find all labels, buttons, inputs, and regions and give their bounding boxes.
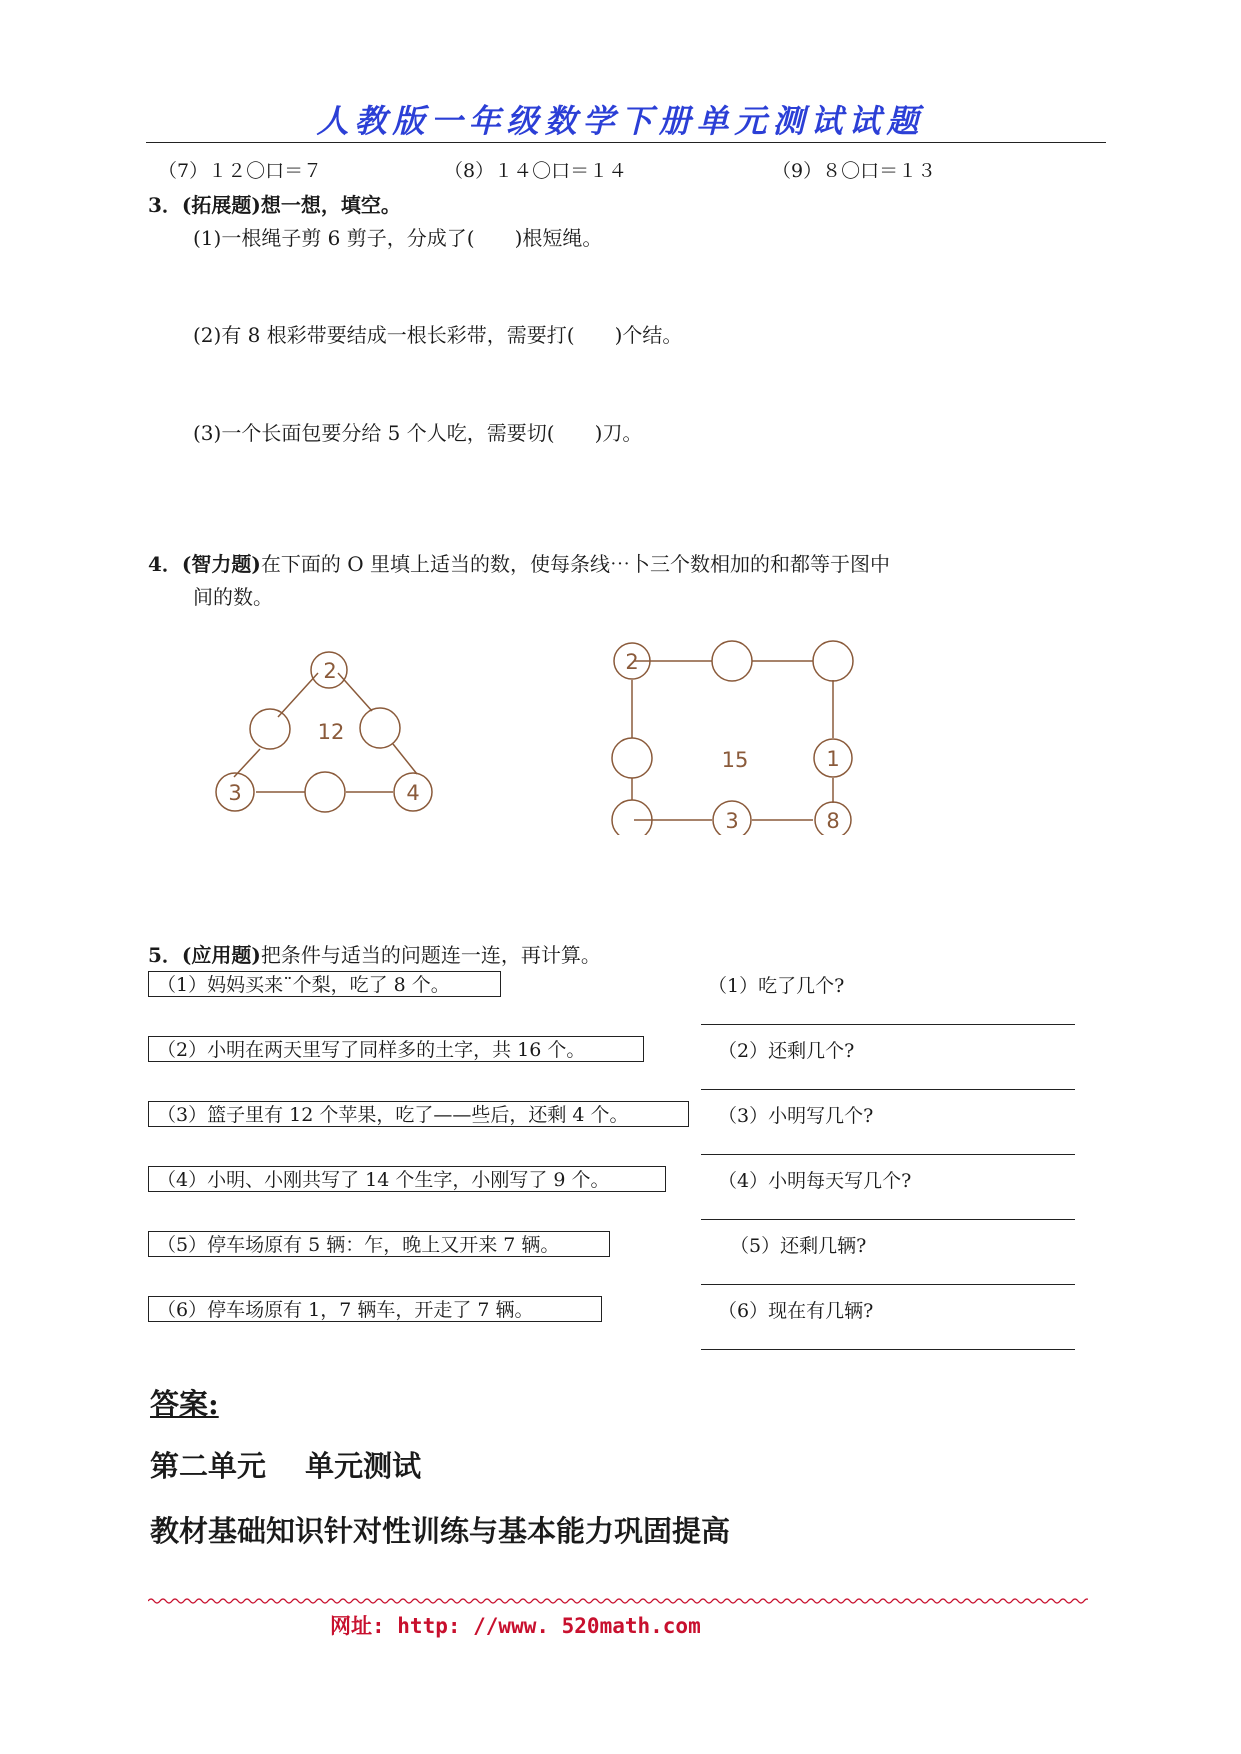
footer-url[interactable]: 网址: http: //www. 520math.com (330, 1614, 701, 1638)
q4-tag: (智力题) (181, 552, 261, 576)
triangle-value-bottom-right: 4 (406, 781, 420, 805)
q5-question-2: （2）还剩几个? (718, 1040, 855, 1062)
q5-heading (148, 939, 601, 968)
q3-item-1: (1)一根绳子剪 6 剪子，分成了( )根短绳。 (193, 226, 603, 250)
q5-question-4: （4）小明每天写几个? (718, 1170, 912, 1192)
answer-line-5[interactable] (701, 1284, 1075, 1285)
header-rule (146, 142, 1106, 143)
triangle-value-bottom-left: 3 (228, 781, 242, 805)
q2-item-9: （9）８〇口＝１３ (772, 160, 937, 182)
square-value-top-left: 2 (625, 650, 639, 674)
answer-line-6[interactable] (701, 1349, 1075, 1350)
answer-line-2[interactable] (701, 1089, 1075, 1090)
q2-item-7: （7）１２〇口＝７ (158, 160, 323, 182)
triangle-edge-right-lower (393, 744, 417, 774)
q4-number: 4． (148, 552, 182, 576)
q3-heading (148, 189, 401, 218)
answers-section-heading: 教材基础知识针对性训练与基本能力巩固提高 (150, 1514, 731, 1548)
triangle-edge-right-upper (338, 673, 372, 711)
square-circle-bottom-left-empty[interactable] (612, 800, 652, 835)
q2-item-8: （8）１４〇口＝１４ (444, 160, 628, 182)
q5-number: 5． (148, 943, 182, 967)
q4-text-line2: 间的数。 (193, 585, 273, 609)
q5-condition-5: （5）停车场原有 5 辆：乍，晚上又开来 7 辆。 (148, 1231, 610, 1257)
answer-line-1[interactable] (701, 1024, 1075, 1025)
page-title: 人教版一年级数学下册单元测试试题 (316, 102, 925, 140)
q5-question-6: （6）现在有几辆? (718, 1300, 874, 1322)
q5-question-1: （1）吃了几个? (708, 975, 845, 997)
q4-heading (148, 548, 890, 577)
q5-tag: (应用题) (181, 943, 261, 967)
square-value-bottom-mid: 3 (725, 809, 739, 833)
answer-line-4[interactable] (701, 1219, 1075, 1220)
answers-unit-heading: 第二单元 单元测试 (150, 1449, 422, 1483)
q5-condition-3: （3）篮子里有 12 个苹果，吃了——些后，还剩 4 个。 (148, 1101, 689, 1127)
q5-question-3: （3）小明写几个? (718, 1105, 874, 1127)
footer-wavy-rule (148, 1597, 1088, 1605)
triangle-edge-left-upper (278, 673, 318, 717)
square-value-mid-right: 1 (826, 747, 840, 771)
q3-number: 3． (148, 193, 182, 217)
q5-condition-4: （4）小明、小刚共写了 14 个生字，小刚写了 9 个。 (148, 1166, 666, 1192)
q5-question-5: （5）还剩几辆? (730, 1235, 867, 1257)
q5-condition-1: （1）妈妈买来¨个梨，吃了 8 个。 (148, 971, 501, 997)
q4-text-line1: 在下面的 O 里填上适当的数，使每条线⋯卜三个数相加的和都等于图中 (260, 552, 890, 576)
q5-condition-2: （2）小明在两天里写了同样多的土字，共 16 个。 (148, 1036, 644, 1062)
q3-heading-text: (拓展题)想一想，填空。 (181, 193, 401, 217)
triangle-value-top: 2 (323, 659, 337, 683)
triangle-diagram (200, 640, 450, 820)
answer-line-3[interactable] (701, 1154, 1075, 1155)
square-circle-top-mid-empty[interactable] (712, 641, 752, 681)
square-center-number: 15 (721, 748, 749, 772)
q3-item-2: (2)有 8 根彩带要结成一根长彩带，需要打( )个结。 (193, 323, 683, 347)
answers-title: 答案: (150, 1387, 219, 1421)
square-circle-mid-left-empty[interactable] (612, 738, 652, 778)
triangle-circle-bottom-empty[interactable] (305, 772, 345, 812)
q5-heading-text: 把条件与适当的问题连一连，再计算。 (260, 943, 601, 967)
q5-condition-6: （6）停车场原有 1，7 辆车，开走了 7 辆。 (148, 1296, 602, 1322)
square-value-bottom-right: 8 (826, 809, 840, 833)
square-circle-top-right-empty[interactable] (813, 641, 853, 681)
q3-item-3: (3)一个长面包要分给 5 个人吃，需要切( )刀。 (193, 421, 643, 445)
square-diagram (600, 630, 860, 835)
triangle-circle-right-empty[interactable] (360, 708, 400, 748)
triangle-circle-left-empty[interactable] (250, 709, 290, 749)
triangle-center-number: 12 (317, 720, 345, 744)
